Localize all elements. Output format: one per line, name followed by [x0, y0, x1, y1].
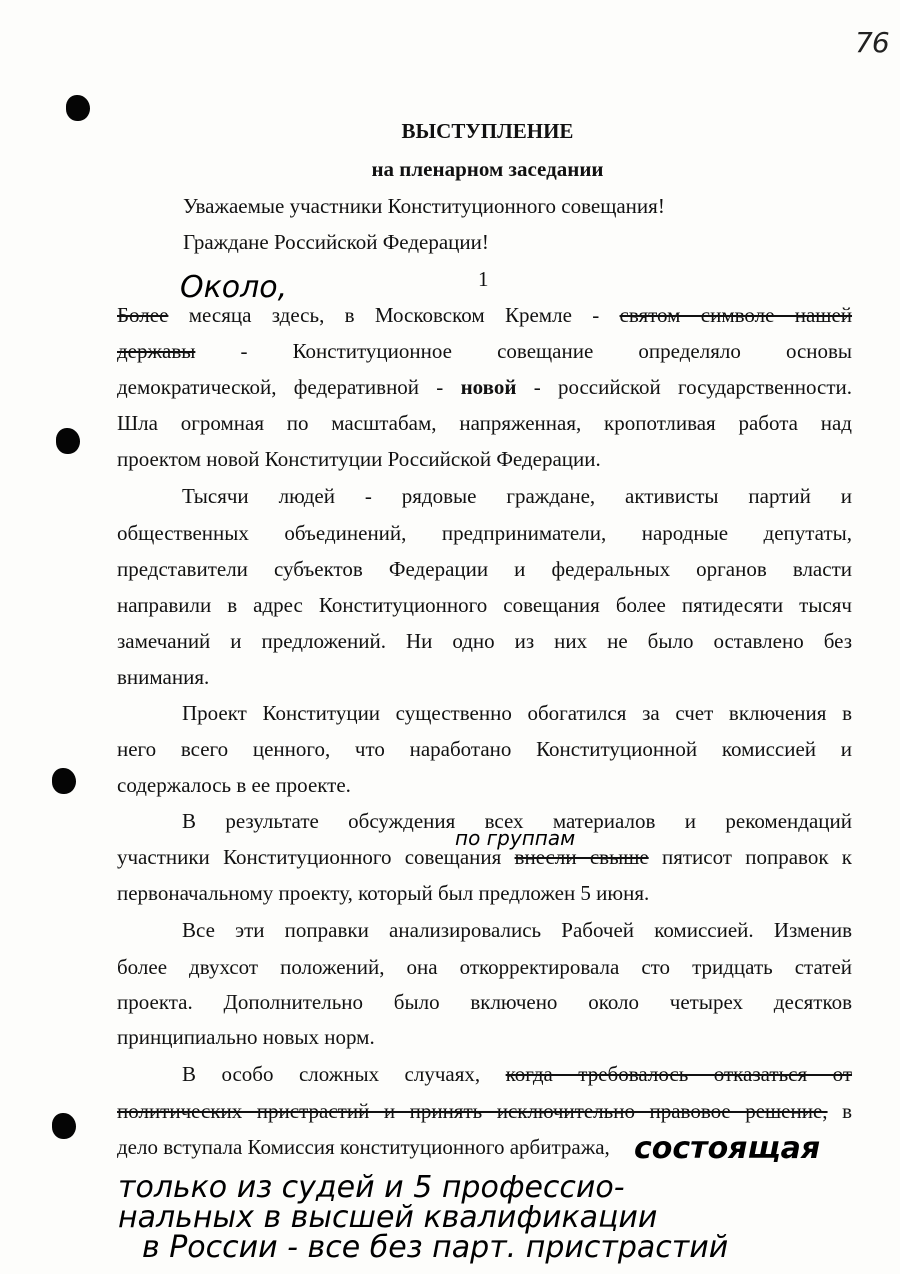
paragraph-2-line: общественных объединений, предприниматели, народные депутаты,: [117, 521, 852, 545]
handwritten-note-line: нальных в высшей квалификации: [118, 1200, 658, 1235]
handwritten-correction: по группам: [455, 826, 576, 850]
paragraph-4-line: [117, 844, 852, 870]
struck-text: когда требовалось отказаться от: [505, 1062, 853, 1086]
paragraph-5-line: более двухсот положений, она откорректировала сто тридцать статей: [117, 955, 852, 979]
paragraph-2-line: внимания.: [117, 665, 210, 689]
text-run: -: [240, 339, 248, 363]
paragraph-3-line: содержалось в ее проекте.: [117, 773, 351, 797]
paragraph-1-line: Шла огромная по масштабам, напряженная, кропотливая работа над: [117, 411, 852, 435]
struck-text: внесли свыше: [514, 845, 649, 869]
paragraph-1-line: [117, 374, 852, 400]
paragraph-1-line: [117, 338, 852, 364]
struck-text: державы: [117, 339, 196, 363]
page-number: 76: [855, 26, 889, 59]
handwritten-note-line: в России - все без парт. пристрастий: [142, 1230, 729, 1265]
paragraph-4-line: В результате обсуждения всех материалов и рекомендаций: [182, 809, 852, 833]
handwritten-addition: состоящая: [634, 1131, 821, 1166]
paragraph-5-line: принципиально новых норм.: [117, 1025, 375, 1049]
paragraph-6-line: дело вступала Комиссия конституционного арбитража,: [117, 1135, 610, 1159]
text-run: определяло: [638, 339, 741, 363]
section-number: 1: [478, 267, 489, 291]
text-run: месяца здесь, в Московском Кремле -: [188, 303, 600, 327]
text-run: участники Конституционного совещания: [117, 845, 502, 869]
text-run: В особо сложных случаях,: [182, 1062, 481, 1086]
paragraph-6-line: [117, 1098, 852, 1124]
handwritten-correction: Около,: [180, 270, 288, 305]
paragraph-2-line: замечаний и предложений. Ни одно из них не было оставлено без: [117, 629, 852, 653]
struck-text: политических пристрастий и принять исключительно правовое решение,: [117, 1099, 828, 1123]
text-run: демократической, федеративной -: [117, 375, 444, 399]
struck-text: Более: [117, 303, 169, 327]
text-run: - российской государственности.: [533, 375, 852, 399]
bold-text: новой: [460, 375, 517, 399]
paragraph-2-line: представители субъектов Федерации и федеральных органов власти: [117, 557, 852, 581]
text-run: совещание: [497, 339, 594, 363]
paragraph-4-line: первоначальному проекту, который был предложен 5 июня.: [117, 881, 650, 905]
document-title: ВЫСТУПЛЕНИЕ: [401, 119, 574, 143]
paragraph-2-line: Тысячи людей - рядовые граждане, активисты партий и: [182, 484, 852, 508]
paragraph-1-line: [117, 302, 852, 328]
struck-text: святом символе нашей: [619, 303, 853, 327]
paragraph-5-line: проекта. Дополнительно было включено около четырех десятков: [117, 990, 852, 1014]
text-run: Конституционное: [292, 339, 452, 363]
handwritten-note-line: только из судей и 5 профессио-: [118, 1170, 625, 1205]
text-run: основы: [785, 339, 853, 363]
paragraph-2-line: направили в адрес Конституционного совещания более пятидесяти тысяч: [117, 593, 852, 617]
paragraph-1-line: проектом новой Конституции Российской Федерации.: [117, 447, 601, 471]
punch-hole: [52, 1113, 76, 1139]
document-subtitle: на пленарном заседании: [371, 157, 604, 181]
punch-hole: [56, 428, 80, 454]
paragraph-5-line: Все эти поправки анализировались Рабочей комиссией. Изменив: [182, 918, 852, 942]
paragraph-3-line: Проект Конституции существенно обогатился за счет включения в: [182, 701, 852, 725]
paragraph-6-line: [182, 1061, 852, 1087]
punch-hole: [66, 95, 90, 121]
paragraph-3-line: него всего ценного, что наработано Конституционной комиссией и: [117, 737, 852, 761]
text-run: в: [842, 1099, 853, 1123]
text-run: пятисот поправок к: [661, 845, 852, 869]
punch-hole: [52, 768, 76, 794]
greeting-line: Граждане Российской Федерации!: [183, 230, 489, 254]
greeting-line: Уважаемые участники Конституционного совещания!: [183, 194, 665, 218]
